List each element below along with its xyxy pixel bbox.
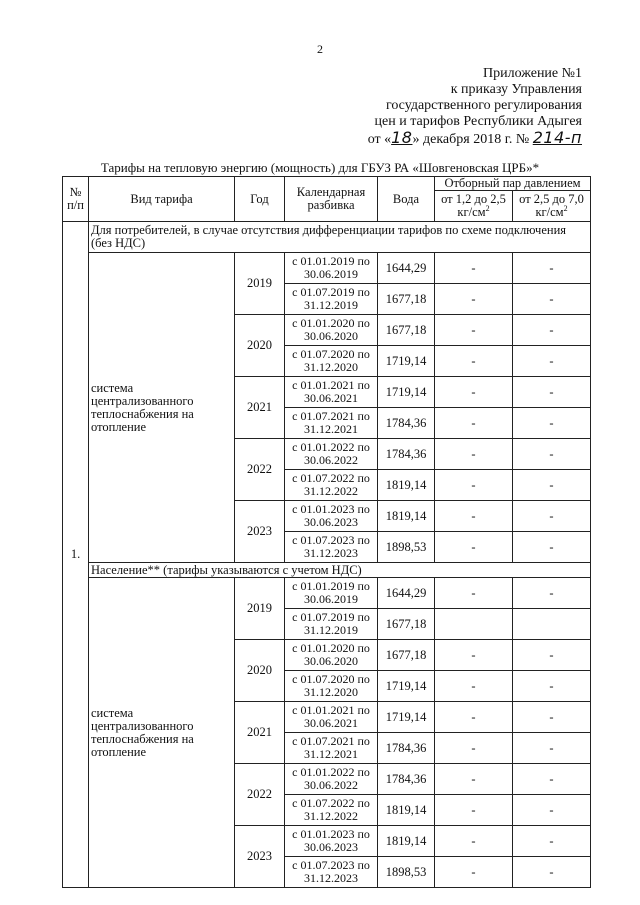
- steam-high-cell: -: [513, 408, 591, 439]
- water-tariff-cell: 1677,18: [378, 609, 435, 640]
- steam-high-cell: -: [513, 501, 591, 532]
- section-row: [63, 222, 591, 253]
- water-tariff-cell: 1819,14: [378, 795, 435, 826]
- document-title: Тарифы на тепловую энергию (мощность) для ГБУЗ РА «Шовгеновская ЦРБ»*: [100, 160, 540, 175]
- period-cell: с 01.01.2021 по 30.06.2021: [285, 377, 378, 408]
- header-steam-high-text: от 2,5 до 7,0 кг/см: [519, 192, 584, 219]
- steam-high-cell: -: [513, 764, 591, 795]
- steam-high-cell: -: [513, 671, 591, 702]
- header-num: № п/п: [63, 177, 89, 222]
- tariff-table-body: [63, 222, 591, 888]
- water-tariff-cell: 1784,36: [378, 439, 435, 470]
- water-tariff-cell: 1784,36: [378, 764, 435, 795]
- year-cell: 2019: [235, 578, 285, 640]
- steam-low-cell: -: [435, 439, 513, 470]
- period-cell: с 01.01.2020 по 30.06.2020: [285, 640, 378, 671]
- period-cell: с 01.07.2021 по 31.12.2021: [285, 733, 378, 764]
- year-cell: 2020: [235, 640, 285, 702]
- water-tariff-cell: 1677,18: [378, 315, 435, 346]
- header-kind: Вид тарифа: [89, 177, 235, 222]
- steam-low-cell: -: [435, 702, 513, 733]
- steam-high-cell: -: [513, 315, 591, 346]
- order-date-line: [368, 130, 582, 148]
- water-tariff-cell: 1784,36: [378, 408, 435, 439]
- period-cell: с 01.01.2023 по 30.06.2023: [285, 826, 378, 857]
- steam-high-cell: -: [513, 733, 591, 764]
- steam-low-cell: -: [435, 640, 513, 671]
- steam-low-cell: -: [435, 857, 513, 888]
- steam-high-cell: -: [513, 532, 591, 563]
- steam-low-cell: -: [435, 346, 513, 377]
- water-tariff-cell: 1819,14: [378, 501, 435, 532]
- date-day-handwritten: 18: [391, 128, 413, 147]
- period-cell: с 01.01.2022 по 30.06.2022: [285, 439, 378, 470]
- section-row: [63, 563, 591, 578]
- steam-low-cell: -: [435, 532, 513, 563]
- table-row: [63, 253, 591, 284]
- steam-high-cell: -: [513, 377, 591, 408]
- water-tariff-cell: 1677,18: [378, 640, 435, 671]
- section-title: Для потребителей, в случае отсутствия дифференциации тарифов по схеме подключения (без НДС): [89, 222, 591, 253]
- period-cell: с 01.01.2021 по 30.06.2021: [285, 702, 378, 733]
- header-steam-high: [513, 191, 591, 222]
- steam-low-cell: -: [435, 315, 513, 346]
- tariff-table: [62, 176, 591, 888]
- steam-high-cell: -: [513, 439, 591, 470]
- agency-line: государственного регулирования: [385, 98, 582, 113]
- tariff-kind: система централизованного теплоснабжения на отопление: [89, 578, 235, 888]
- appendix-title: Приложение №1: [483, 66, 582, 81]
- water-tariff-cell: 1819,14: [378, 470, 435, 501]
- year-cell: 2022: [235, 439, 285, 501]
- steam-high-cell: -: [513, 284, 591, 315]
- year-cell: 2020: [235, 315, 285, 377]
- period-cell: с 01.07.2023 по 31.12.2023: [285, 857, 378, 888]
- steam-low-cell: -: [435, 253, 513, 284]
- steam-low-cell: -: [435, 377, 513, 408]
- steam-low-cell: -: [435, 408, 513, 439]
- header-period: Календарная разбивка: [285, 177, 378, 222]
- steam-low-cell: -: [435, 501, 513, 532]
- water-tariff-cell: 1719,14: [378, 377, 435, 408]
- table-row: [63, 578, 591, 609]
- section-title: Население** (тарифы указываются с учетом НДС): [89, 563, 591, 578]
- water-tariff-cell: 1898,53: [378, 857, 435, 888]
- year-cell: 2023: [235, 501, 285, 563]
- header-steam-low-sup: 2: [485, 203, 490, 213]
- page-number: 2: [317, 42, 323, 56]
- steam-low-cell: -: [435, 470, 513, 501]
- steam-low-cell: -: [435, 733, 513, 764]
- year-cell: 2023: [235, 826, 285, 888]
- year-cell: 2021: [235, 377, 285, 439]
- steam-low-cell: -: [435, 578, 513, 609]
- water-tariff-cell: 1898,53: [378, 532, 435, 563]
- date-suffix: » декабря 2018 г. №: [412, 132, 530, 147]
- steam-low-cell: [435, 609, 513, 640]
- steam-low-cell: -: [435, 795, 513, 826]
- year-cell: 2022: [235, 764, 285, 826]
- steam-high-cell: -: [513, 702, 591, 733]
- row-number: 1.: [63, 222, 89, 888]
- period-cell: с 01.07.2022 по 31.12.2022: [285, 470, 378, 501]
- steam-high-cell: -: [513, 640, 591, 671]
- steam-high-cell: -: [513, 578, 591, 609]
- steam-low-cell: -: [435, 671, 513, 702]
- header-steam-low: [435, 191, 513, 222]
- period-cell: с 01.01.2019 по 30.06.2019: [285, 253, 378, 284]
- period-cell: с 01.01.2023 по 30.06.2023: [285, 501, 378, 532]
- agency-line-2: цен и тарифов Республики Адыгея: [374, 114, 582, 129]
- steam-high-cell: [513, 609, 591, 640]
- water-tariff-cell: 1784,36: [378, 733, 435, 764]
- steam-high-cell: -: [513, 253, 591, 284]
- steam-low-cell: -: [435, 284, 513, 315]
- period-cell: с 01.07.2022 по 31.12.2022: [285, 795, 378, 826]
- period-cell: с 01.07.2020 по 31.12.2020: [285, 671, 378, 702]
- order-number-handwritten: 214-п: [532, 128, 582, 147]
- water-tariff-cell: 1677,18: [378, 284, 435, 315]
- steam-high-cell: -: [513, 826, 591, 857]
- water-tariff-cell: 1819,14: [378, 826, 435, 857]
- period-cell: с 01.07.2019 по 31.12.2019: [285, 609, 378, 640]
- header-water: Вода: [378, 177, 435, 222]
- water-tariff-cell: 1719,14: [378, 671, 435, 702]
- year-cell: 2021: [235, 702, 285, 764]
- period-cell: с 01.01.2019 по 30.06.2019: [285, 578, 378, 609]
- period-cell: с 01.07.2021 по 31.12.2021: [285, 408, 378, 439]
- steam-high-cell: -: [513, 470, 591, 501]
- steam-high-cell: -: [513, 795, 591, 826]
- water-tariff-cell: 1719,14: [378, 702, 435, 733]
- period-cell: с 01.07.2023 по 31.12.2023: [285, 532, 378, 563]
- period-cell: с 01.01.2022 по 30.06.2022: [285, 764, 378, 795]
- header-steam-low-text: от 1,2 до 2,5 кг/см: [441, 192, 506, 219]
- date-prefix: от «: [367, 132, 392, 147]
- header-steam: Отборный пар давлением: [435, 177, 591, 191]
- steam-high-cell: -: [513, 346, 591, 377]
- water-tariff-cell: 1644,29: [378, 253, 435, 284]
- period-cell: с 01.07.2019 по 31.12.2019: [285, 284, 378, 315]
- steam-low-cell: -: [435, 764, 513, 795]
- appendix-header: [368, 66, 582, 148]
- steam-high-cell: -: [513, 857, 591, 888]
- order-reference: к приказу Управления: [450, 82, 582, 97]
- water-tariff-cell: 1644,29: [378, 578, 435, 609]
- water-tariff-cell: 1719,14: [378, 346, 435, 377]
- header-steam-high-sup: 2: [563, 203, 568, 213]
- header-year: Год: [235, 177, 285, 222]
- year-cell: 2019: [235, 253, 285, 315]
- tariff-kind: система централизованного теплоснабжения на отопление: [89, 253, 235, 563]
- period-cell: с 01.07.2020 по 31.12.2020: [285, 346, 378, 377]
- steam-low-cell: -: [435, 826, 513, 857]
- period-cell: с 01.01.2020 по 30.06.2020: [285, 315, 378, 346]
